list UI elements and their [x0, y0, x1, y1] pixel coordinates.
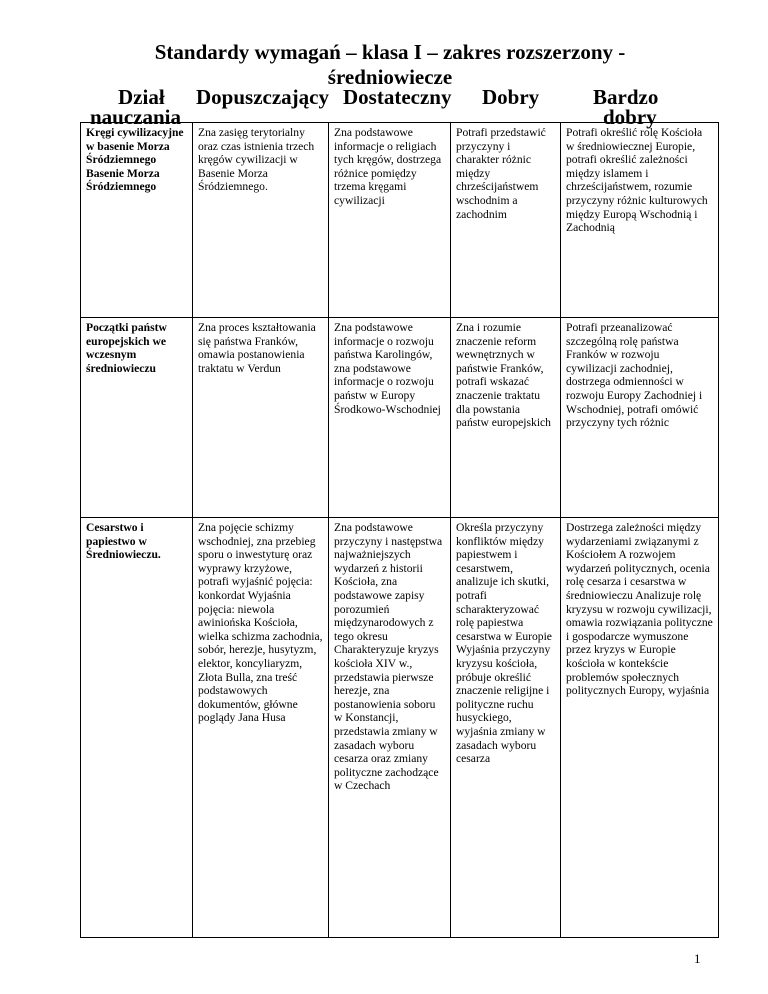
- cell-dobry: Potrafi przedstawić przyczyny i charakter różnic między chrześcijaństwem wschodnim a zachodnim: [451, 123, 561, 318]
- header-dzial: Dział: [118, 85, 165, 109]
- cell-bardzo-dobry: Potrafi przeanalizować szczególną rolę państwa Franków w rozwoju cywilizacji zachodniej, dostrzega odmienności w rozwoju Europy Zachodniej i Wschodniej, potrafi omówić przyczyny tych różnic: [561, 318, 719, 518]
- table-row: [81, 123, 719, 318]
- cell-dostateczny: Zna podstawowe informacje o rozwoju państwa Karolingów, zna podstawowe informacje o rozwoju państw w Europy Środkowo-Wschodniej: [329, 318, 451, 518]
- table-row: [81, 318, 719, 518]
- header-nauczania: nauczania: [90, 105, 182, 129]
- header-bardzo-dobry: dobry: [603, 105, 657, 129]
- cell-dzial: Cesarstwo i papiestwo w Średniowieczu.: [81, 518, 193, 938]
- title-line-2: średniowiecze: [327, 65, 453, 89]
- header-dostateczny: Dostateczny: [343, 85, 452, 109]
- cell-dzial: Początki państw europejskich we wczesnym średniowieczu: [81, 318, 193, 518]
- header-dobry: Dobry: [482, 85, 540, 109]
- title-line-1: Standardy wymagań – klasa I – zakres rozszerzony -: [154, 40, 626, 64]
- cell-dopuszczajacy: Zna proces kształtowania się państwa Franków, omawia postanowienia traktatu w Verdun: [193, 318, 329, 518]
- cell-bardzo-dobry: Dostrzega zależności między wydarzeniami związanymi z Kościołem A rozwojem wydarzeń politycznych, ocenia rolę cesarza i cesarstwa w średniowieczu Analizuje rolę kryzysu w rozwoju cywilizacji, omawia rozwiązania polityczne i gospodarcze wymuszone przez kryzys w Europie kościoła w kontekście problemów społecznych politycznych Europy, wyjaśnia: [561, 518, 719, 938]
- cell-dopuszczajacy: Zna pojęcie schizmy wschodniej, zna przebieg sporu o inwestyturę oraz wyprawy krzyżowe, potrafi wyjaśnić pojęcia: konkordat Wyjaśnia pojęcia: niewola awiniońska Kościoła, wielka schizma zachodnia, sobór, herezje, husytyzm, elektor, koncyliaryzm, Złota Bulla, zna treść podstawowych dokumentów, główne poglądy Jana Husa: [193, 518, 329, 938]
- standards-table: [80, 122, 719, 938]
- cell-dzial: Kręgi cywilizacyjne w basenie Morza Śródziemnego Basenie Morza Śródziemnego: [81, 123, 193, 318]
- header-dopuszczajacy: Dopuszczający: [196, 85, 329, 109]
- cell-dobry: Zna i rozumie znaczenie reform wewnętrznych w państwie Franków, potrafi wskazać znaczenie traktatu dla powstania państw europejskich: [451, 318, 561, 518]
- cell-dobry: Określa przyczyny konfliktów między papiestwem i cesarstwem, analizuje ich skutki, potrafi scharakteryzować rolę papiestwa cesarstwa w Europie Wyjaśnia przyczyny kryzysu kościoła, próbuje określić znaczenie religijne i polityczne ruchu husyckiego, wyjaśnia zmiany w zasadach wyboru cesarza: [451, 518, 561, 938]
- page-number: 1: [694, 951, 701, 966]
- cell-dostateczny: Zna podstawowe przyczyny i następstwa najważniejszych wydarzeń z historii Kościoła, zna podstawowe zapisy porozumień międzynarodowych z tego okresu Charakteryzuje kryzys kościoła XIV w., przedstawia pierwsze herezje, zna postanowienia soboru w Konstancji, przedstawia zmiany w zasadach wyboru cesarza oraz zmiany polityczne zachodzące w Czechach: [329, 518, 451, 938]
- document-title: [120, 40, 660, 90]
- cell-bardzo-dobry: Potrafi określić rolę Kościoła w średniowiecznej Europie, potrafi określić zależności między islamem i chrześcijaństwem, rozumie przyczyny różnic kulturowych między Europą Wschodnią i Zachodnią: [561, 123, 719, 318]
- table-row: [81, 518, 719, 938]
- header-bardzo: Bardzo: [593, 85, 659, 109]
- cell-dopuszczajacy: Zna zasięg terytorialny oraz czas istnienia trzech kręgów cywilizacji w Basenie Morza Śródziemnego.: [193, 123, 329, 318]
- cell-dostateczny: Zna podstawowe informacje o religiach tych kręgów, dostrzega różnice pomiędzy trzema kręgami cywilizacji: [329, 123, 451, 318]
